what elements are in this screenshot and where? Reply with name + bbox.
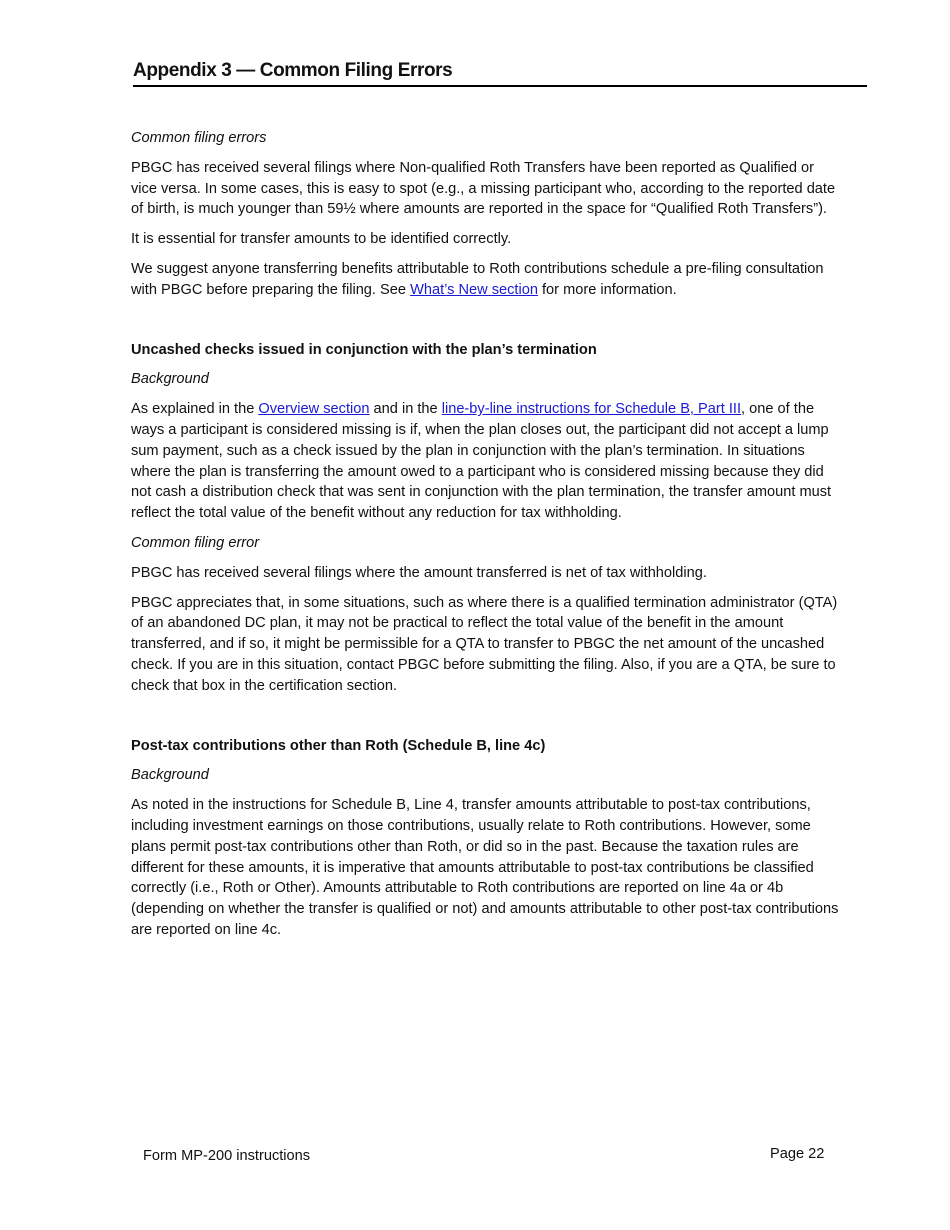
- page-header: [133, 60, 867, 87]
- text-segment: , one of the ways a participant is considered missing is if, when the plan closes out, the participant did not accept a lump sum payment, such as a check issued by the plan in conjunction with the plan’s termination. In situations where the plan is transferring the amount owed to a participant who is considered missing because they did not cash a distribution check that was sent in conjunction with the plan termination, the transfer amount must reflect the total value of the benefit without any reduction for tax withholding.: [131, 401, 832, 522]
- paragraph-post-tax-classification: As noted in the instructions for Schedule B, Line 4, transfer amounts attributable to post-tax contributions, including investment earnings on those contributions, usually relate to Roth contributions. However, some plans permit post-tax contributions other than Roth, or did so in the past. Because the taxation rules are different for these amounts, it is imperative that amounts attributable to post-tax contributions be classified correctly (i.e., Roth or Other). Amounts attributable to Roth contributions are reported on line 4a or 4b (depending on whether the transfer is qualified or not) and amounts attributable to other post-tax contributions are reported on line 4c.: [131, 797, 839, 938]
- page-content: [131, 128, 843, 950]
- paragraph-missing-participant: [131, 399, 843, 524]
- paragraph-roth-misreported: PBGC has received several filings where Non-qualified Roth Transfers have been reported as Qualified or vice versa. In some cases, this is easy to spot (e.g., a missing participant who, according to the reported date of birth, is much younger than 59½ where amounts are reported in the space for “Qualified Roth Transfers”).: [131, 159, 836, 218]
- paragraph-net-of-withholding: PBGC has received several filings where the amount transferred is net of tax withholding.: [131, 564, 707, 581]
- footer-page-number: Page 22: [770, 1146, 825, 1162]
- overview-section-link[interactable]: Overview section: [258, 401, 370, 418]
- text-segment: and in the: [369, 401, 442, 418]
- section-spacer: [131, 706, 843, 736]
- text-segment: As explained in the: [131, 401, 259, 418]
- schedule-b-part-iii-link[interactable]: line-by-line instructions for Schedule B, Part III: [441, 401, 742, 418]
- whats-new-section-link[interactable]: What’s New section: [410, 281, 538, 298]
- common-filing-error-label: Common filing error: [131, 534, 260, 551]
- section-spacer: [131, 310, 843, 340]
- uncashed-checks-heading: Uncashed checks issued in conjunction with the plan’s termination: [131, 341, 597, 358]
- text-segment: We suggest anyone transferring benefits attributable to Roth contributions schedule a pre-filing consultation with PBGC before preparing the filing. See: [131, 260, 824, 298]
- post-tax-contributions-heading: Post-tax contributions other than Roth (Schedule B, line 4c): [131, 737, 546, 754]
- text-segment: for more information.: [537, 281, 677, 298]
- background-label: Background: [131, 767, 209, 784]
- paragraph-qta-situation: PBGC appreciates that, in some situations, such as where there is a qualified termination administrator (QTA) of an abandoned DC plan, it may not be practical to reflect the total value of the benefit in the amount transferred, and if so, it might be permissible for a QTA to transfer to PBGC the net amount of the uncashed check. If you are in this situation, contact PBGC before submitting the filing. Also, if you are a QTA, be sure to check that box in the certification section.: [131, 594, 838, 694]
- background-label: Background: [131, 371, 209, 388]
- common-filing-errors-subheading: Common filing errors: [131, 130, 267, 146]
- paragraph-prefiling-consultation: [131, 259, 843, 301]
- paragraph-essential-identification: It is essential for transfer amounts to be identified correctly.: [131, 231, 512, 248]
- page-title: Appendix 3 — Common Filing Errors: [133, 60, 453, 81]
- footer-form-name: Form MP-200 instructions: [143, 1148, 311, 1164]
